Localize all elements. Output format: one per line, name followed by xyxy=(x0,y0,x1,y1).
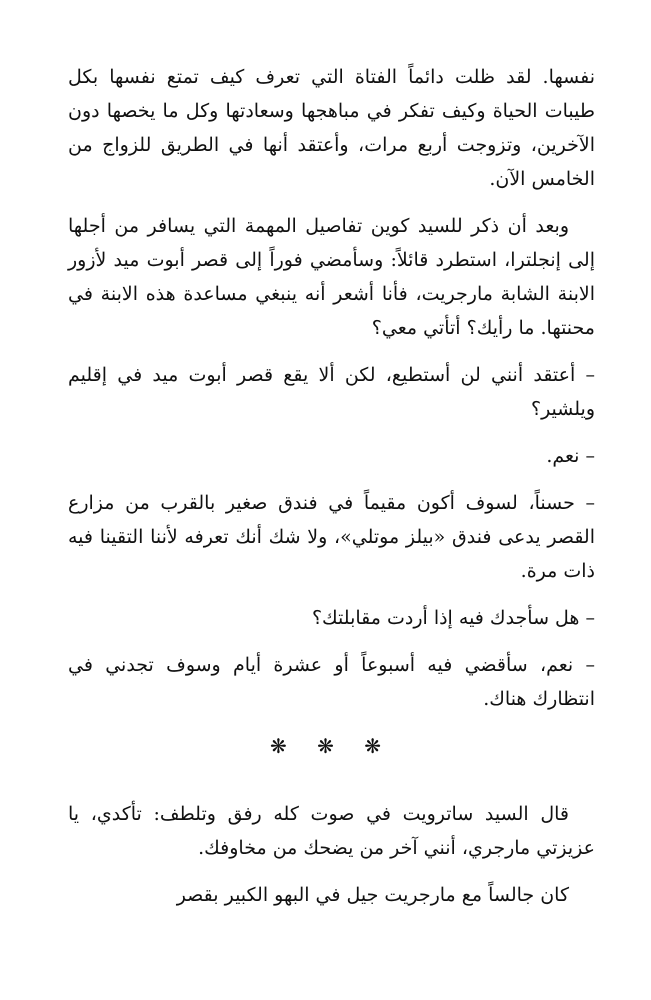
dialogue-line-hotel: – حسناً، لسوف أكون مقيماً في فندق صغير بالقرب من مزارع القصر يدعى فندق «بيلز موتلي»، ولا شك أنك تعرفه لأننا التقينا فيه ذات مرة. xyxy=(68,492,595,582)
dialogue-line-question: – هل سأجدك فيه إذا أردت مقابلتك؟ xyxy=(311,607,595,629)
dialogue-line-yes: – نعم. xyxy=(546,445,595,467)
paragraph-satterthwaite: قال السيد ساترويت في صوت كله رفق وتلطف: تأكدي، يا عزيزتي مارجري، أنني آخر من يضحك من مخاوفك. xyxy=(68,803,595,859)
section-separator: ❋ ❋ ❋ xyxy=(270,734,393,758)
paragraph-continuation: نفسها. لقد ظلت دائماً الفتاة التي تعرف كيف تمتع نفسها بكل طيبات الحياة وكيف تفكر في مباهجها وسعادتها وكل ما يخصها دون الآخرين، وتزوجت أربع مرات، وأعتقد أنها في الطريق للزواج من الخامس الآن. xyxy=(68,66,595,190)
dialogue-line-wiltshire: – أعتقد أنني لن أستطيع، لكن ألا يقع قصر أبوت ميد في إقليم ويلشير؟ xyxy=(68,364,595,420)
paragraph-mission: وبعد أن ذكر للسيد كوين تفاصيل المهمة التي يسافر من أجلها إلى إنجلترا، استطرد قائلاً: وسأمضي فوراً إلى قصر أبوت ميد لأزور الابنة الشابة مارجريت، فأنا أشعر أنه ينبغي مساعدة هذه الابنة في محنتها. ما رأيك؟ أتأتي معي؟ xyxy=(68,215,595,339)
dialogue-line-answer: – نعم، سأقضي فيه أسبوعاً أو عشرة أيام وسوف تجدني في انتظارك هناك. xyxy=(68,654,595,710)
book-page xyxy=(68,60,595,925)
paragraph-cut-off: كان جالساً مع مارجريت جيل في البهو الكبير بقصر xyxy=(176,884,569,906)
